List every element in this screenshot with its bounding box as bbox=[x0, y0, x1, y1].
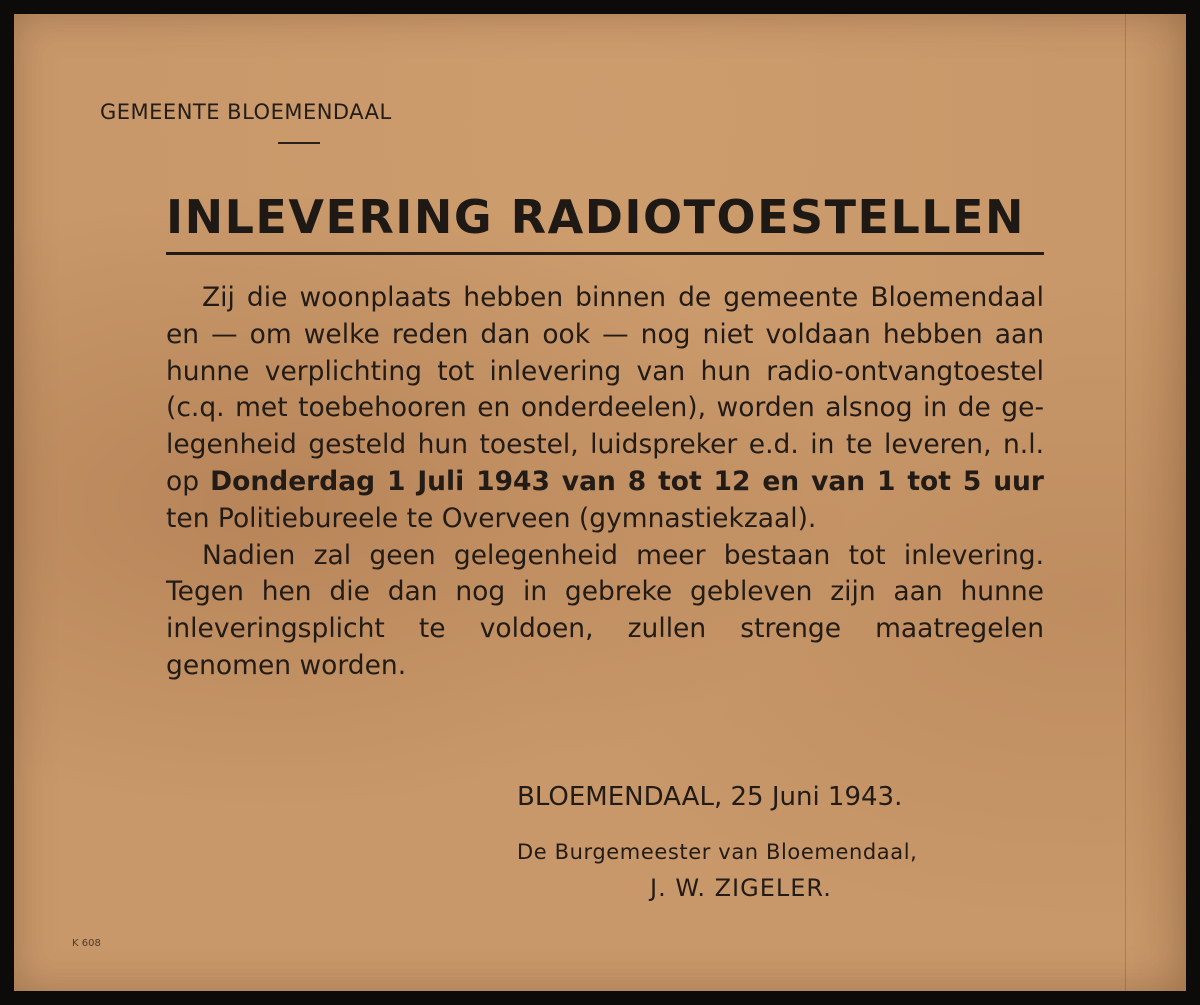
notice-title: INLEVERING RADIOTOESTELLEN bbox=[166, 190, 1025, 244]
place-date: BLOEMENDAAL, 25 Juni 1943. bbox=[517, 782, 903, 812]
print-code: K 608 bbox=[72, 938, 101, 949]
paragraph-1-text-a: Zij die woonplaats hebben binnen de gemeente Bloemendaal en — om welke reden dan ook — nog niet voldaan hebben aan hunne verplichting tot inlevering van hun radio-ontvangtoestel (c.q. met toebehooren en onderdeelen), worden alsnog in de gelegenheid gesteld hun toestel, luidspreker e.d. in te leveren, n.l. op bbox=[166, 282, 1044, 497]
collection-date-time: Donderdag 1 Juli 1943 van 8 tot 12 en van 1 tot 5 uur bbox=[210, 465, 1044, 497]
heading-divider bbox=[278, 142, 320, 144]
paragraph-1 bbox=[166, 280, 1044, 538]
mayor-name: J. W. ZIGELER. bbox=[650, 874, 832, 902]
paragraph-2: Nadien zal geen gelegenheid meer bestaan tot inlevering. Tegen hen die dan nog in gebreke gebleven zijn aan hunne inleveringsplicht te voldoen, zullen strenge maatregelen genomen worden. bbox=[166, 539, 1044, 681]
notice-body bbox=[166, 280, 1044, 685]
paper-fold-strip bbox=[1125, 14, 1186, 991]
municipality-heading: GEMEENTE BLOEMENDAAL bbox=[100, 100, 392, 124]
title-underline bbox=[166, 252, 1044, 255]
mayor-title: De Burgemeester van Bloemendaal, bbox=[517, 840, 918, 864]
notice-paper bbox=[14, 14, 1186, 991]
paragraph-1-text-b: ten Politiebureele te Overveen (gymnastiekzaal). bbox=[166, 502, 817, 534]
